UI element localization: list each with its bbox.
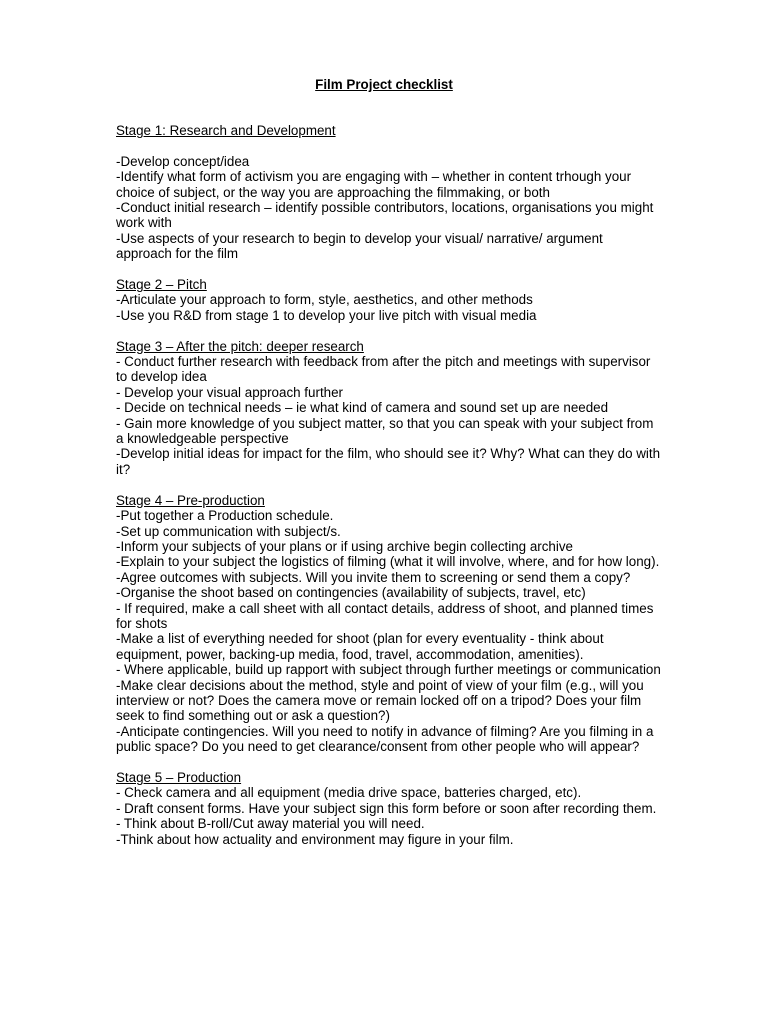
checklist-item: -Use aspects of your research to begin to develop your visual/ narrative/ argument approach for the film: [116, 230, 603, 262]
spacer: [116, 138, 661, 153]
stage-section: [116, 339, 661, 478]
checklist-item: - Think about B-roll/Cut away material you will need.: [116, 816, 425, 832]
checklist-body: [116, 123, 661, 862]
stage-section: [116, 277, 661, 323]
checklist-item: -Anticipate contingencies. Will you need to notify in advance of filming? Are you filming in a public space? Do you need to get clearance/consent from other people who will appear?: [116, 723, 654, 755]
stage-heading: Stage 1: Research and Development: [116, 123, 336, 138]
stage-heading: Stage 3 – After the pitch: deeper research: [116, 338, 364, 354]
checklist-item: -Identify what form of activism you are engaging with – whether in content trhough your choice of subject, or the way you are approaching the filmmaking, or both: [116, 169, 632, 200]
checklist-item: -Inform your subjects of your plans or if using archive begin collecting archive: [116, 538, 573, 554]
stage-section: [116, 123, 661, 262]
checklist-item: -Make a list of everything needed for shoot (plan for every eventuality - think about equipment, power, backing-up media, food, travel, accommodation, amenities).: [116, 631, 604, 662]
checklist-item: - If required, make a call sheet with all contact details, address of shoot, and planned times for shots: [116, 600, 654, 631]
checklist-item: -Develop initial ideas for impact for the film, who should see it? Why? What can they do with it?: [116, 446, 661, 477]
checklist-item: -Develop concept/idea: [116, 153, 250, 169]
checklist-item: -Explain to your subject the logistics of filming (what it will involve, where, and for how long).: [116, 554, 660, 570]
checklist-item: - Gain more knowledge of you subject matter, so that you can speak with your subject from a knowledgeable perspective: [116, 415, 654, 447]
stage-section: [116, 770, 661, 847]
checklist-item: - Develop your visual approach further: [116, 384, 344, 400]
checklist-item: -Make clear decisions about the method, style and point of view of your film (e.g., will you interview or not? Does the camera move or remain locked off on a tripod? Does your film seek to find something out or ask a question?): [116, 677, 644, 724]
checklist-item: - Decide on technical needs – ie what kind of camera and sound set up are needed: [116, 400, 609, 416]
checklist-item: -Use you R&D from stage 1 to develop your live pitch with visual media: [116, 307, 537, 323]
checklist-item: - Where applicable, build up rapport with subject through further meetings or communication: [116, 662, 661, 678]
stage-heading: Stage 2 – Pitch: [116, 277, 207, 293]
checklist-item: -Organise the shoot based on contingencies (availability of subjects, travel, etc): [116, 585, 586, 601]
stage-heading: Stage 5 – Production: [116, 769, 242, 785]
checklist-item: - Conduct further research with feedback from after the pitch and meetings with supervisor to develop idea: [116, 354, 651, 385]
checklist-item: -Put together a Production schedule.: [116, 508, 334, 524]
checklist-item: - Draft consent forms. Have your subject sign this form before or soon after recording them.: [116, 800, 657, 816]
checklist-item: -Conduct initial research – identify possible contributors, locations, organisations you might work with: [116, 200, 654, 231]
document-title: Film Project checklist: [315, 77, 453, 92]
checklist-item: -Articulate your approach to form, style, aesthetics, and other methods: [116, 292, 533, 308]
stage-heading: Stage 4 – Pre-production: [116, 492, 265, 508]
stage-section: [116, 493, 661, 755]
checklist-item: -Set up communication with subject/s.: [116, 523, 341, 539]
checklist-item: -Think about how actuality and environment may figure in your film.: [116, 831, 514, 847]
checklist-item: -Agree outcomes with subjects. Will you invite them to screening or send them a copy?: [116, 569, 631, 585]
checklist-item: - Check camera and all equipment (media drive space, batteries charged, etc).: [116, 785, 582, 801]
